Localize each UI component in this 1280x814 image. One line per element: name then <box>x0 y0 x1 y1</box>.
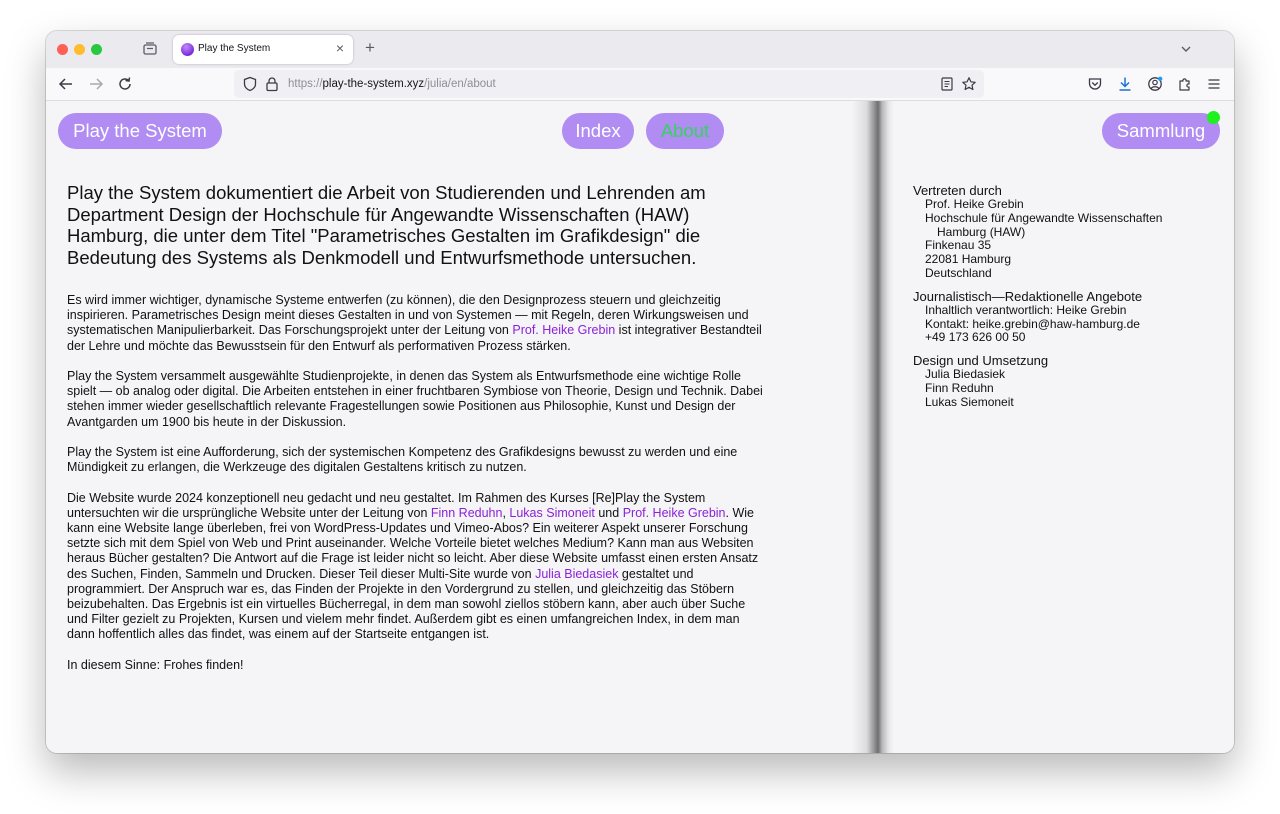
journalism-heading: Journalistisch—Redaktionelle Angebote <box>913 288 1143 304</box>
lock-icon[interactable] <box>264 76 280 92</box>
paragraph-invitation: Play the System ist eine Aufforderung, sich der systemischen Kompetenz des Grafikdesigns bewusst zu werden und eine Mündigkeit zu erlangen, die Werkzeuge des digitalen Gestaltens kritisch zu nutzen. <box>67 445 738 475</box>
web-page <box>46 101 1234 753</box>
download-icon[interactable] <box>1117 76 1133 92</box>
represented-by-section <box>913 183 1213 281</box>
account-icon[interactable] <box>1147 76 1163 92</box>
designer-name: Finn Reduhn <box>925 380 994 395</box>
represented-heading: Vertreten durch <box>913 183 1002 198</box>
site-favicon-icon <box>181 43 194 56</box>
forward-arrow-icon[interactable] <box>88 76 104 92</box>
rep-org: Hochschule für Angewandte Wissenschaften <box>925 210 1163 225</box>
home-link[interactable]: Play the System <box>58 113 222 149</box>
journalism-contact: Kontakt: heike.grebin@haw-hamburg.de <box>925 316 1140 331</box>
designer-name: Julia Biedasiek <box>925 367 1006 382</box>
minimize-window-button[interactable] <box>74 44 85 55</box>
tab-close-icon[interactable]: × <box>335 40 344 56</box>
imprint-panel <box>913 183 1213 418</box>
reload-icon[interactable] <box>117 76 133 92</box>
maximize-window-button[interactable] <box>91 44 102 55</box>
rep-city: 22081 Hamburg <box>925 252 1012 267</box>
page-fold-shadow <box>852 101 894 753</box>
tab-title: Play the System <box>198 43 271 54</box>
reader-view-icon[interactable] <box>939 76 955 92</box>
paragraph-closing: In diesem Sinne: Frohes finden! <box>67 657 244 672</box>
design-section <box>913 353 1213 409</box>
paragraph-website: Die Website wurde 2024 konzeptionell neu gedacht und neu gestaltet. Im Rahmen des Kurses [Re]Play the System untersuchten wir die ursprüngliche Website unter der Leitung von Finn Reduhn, Lukas Simoneit und Prof. Heike Grebin. Wie kann eine Website lange überleben, frei von WordPress-Updates und Vimeo-Abos? Ein weiterer Aspekt unserer Forschung setzte sich mit dem Spiel von Web und Print auseinander. Welche Vorteile bietet welches Medium? Kann man aus Websiten heraus Bücher gestalten? Die Antwort auf die Frage ist leider nicht so leicht. Aber diese Website umfasst einen ersten Ansatz des Suchen, Finden, Sammeln und Drucken. Dieser Teil dieser Multi-Site wurde von Julia Biedasiek gestaltet und programmiert. Der Anspruch war es, das Finden der Projekte in den Vordergrund zu stellen, und gleichzeitig das Stöbern beizubehalten. Das Ergebnis ist ein virtuelles Bücherregal, in dem man sowohl ziellos stöbern kann, aber auch über Suche und Filter gezielt zu Projekten, Kursen und vielem mehr findet. Außerdem gibt es einen umfangreichen Index, in dem man dann hoffentlich alles das findet, was einem auf der Startseite entgangen ist. <box>67 490 759 642</box>
pocket-icon[interactable] <box>1087 76 1103 92</box>
link-julia-biedasiek[interactable]: Julia Biedasiek <box>535 566 619 581</box>
intro-lead: Play the System dokumentiert die Arbeit von Studierenden und Lehrenden am Department Design der Hochschule für Angewandte Wissenschaften (HAW) Hamburg, die unter dem Titel "Parametrisches Gestalten im Grafikdesign" die Bedeutung des Systems als Denkmodell und Entwurfsmethode untersuchen. <box>67 182 706 268</box>
rep-country: Deutschland <box>925 265 992 280</box>
collection-link[interactable]: Sammlung <box>1102 113 1220 149</box>
chevron-down-icon[interactable] <box>1180 43 1192 55</box>
link-heike-grebin[interactable]: Prof. Heike Grebin <box>512 323 616 338</box>
about-page <box>46 101 868 753</box>
link-heike-grebin-2[interactable]: Prof. Heike Grebin <box>622 505 726 520</box>
shield-icon[interactable] <box>242 76 258 92</box>
designer-name: Lukas Siemoneit <box>925 394 1014 409</box>
journalism-section <box>913 289 1213 345</box>
navigation-toolbar <box>46 68 1234 101</box>
collection-indicator-dot <box>1207 111 1220 124</box>
tab-overview-icon[interactable] <box>143 42 157 55</box>
paragraph-research: Es wird immer wichtiger, dynamische Systeme entwerfen (zu können), die den Designprozess steuern und gleichzeitig inspirieren. Parametrisches Design meint dieses Gestalten in und von Systemen — mit Regeln, deren Wirkungsweisen und systematischen Manipulierbarkeit. Das Forschungsprojekt unter der Leitung von Prof. Heike Grebin ist integrativer Bestandteil der Lehre und möchte das Bewusstsein für den Entwurf als performativen Prozess stärken. <box>67 293 762 353</box>
tab-strip <box>46 31 1234 68</box>
journalism-phone: +49 173 626 00 50 <box>925 330 1026 345</box>
address-bar[interactable] <box>234 70 984 98</box>
extensions-icon[interactable] <box>1177 76 1193 92</box>
close-window-button[interactable] <box>57 44 68 55</box>
about-body <box>67 293 767 688</box>
bookmark-star-icon[interactable] <box>961 76 977 92</box>
rep-name: Prof. Heike Grebin <box>925 197 1024 211</box>
rep-street: Finkenau 35 <box>925 238 992 253</box>
menu-icon[interactable] <box>1206 76 1222 92</box>
journalism-responsible: Inhaltlich verantwortlich: Heike Grebin <box>925 302 1127 317</box>
browser-window <box>46 31 1234 753</box>
new-tab-button[interactable]: + <box>365 38 375 57</box>
link-lukas-simoneit[interactable]: Lukas Simoneit <box>509 505 595 520</box>
index-link[interactable]: Index <box>562 113 634 149</box>
design-heading: Design und Umsetzung <box>913 353 1049 369</box>
about-link[interactable]: About <box>646 113 724 149</box>
tab-play-the-system[interactable] <box>173 35 353 64</box>
paragraph-projects: Play the System versammelt ausgewählte Studienprojekte, in denen das System als Entwurfsmethode eine wichtige Rolle spielt — ob analog oder digital. Die Arbeiten entstehen in einer fruchtbaren Symbiose von Theorie, Design und Technik. Dabei stehen immer wieder gesellschaftlich relevante Fragestellungen sowie Positionen aus Philosophie, Kunst und Design der Avantgarden um 1900 bis heute in der Diskussion. <box>67 369 763 429</box>
url-text[interactable]: https://play-the-system.xyz/julia/en/about <box>288 78 496 90</box>
link-finn-reduhn[interactable]: Finn Reduhn <box>430 505 503 520</box>
back-arrow-icon[interactable] <box>58 76 74 92</box>
rep-org-city: Hamburg (HAW) <box>937 224 1026 239</box>
